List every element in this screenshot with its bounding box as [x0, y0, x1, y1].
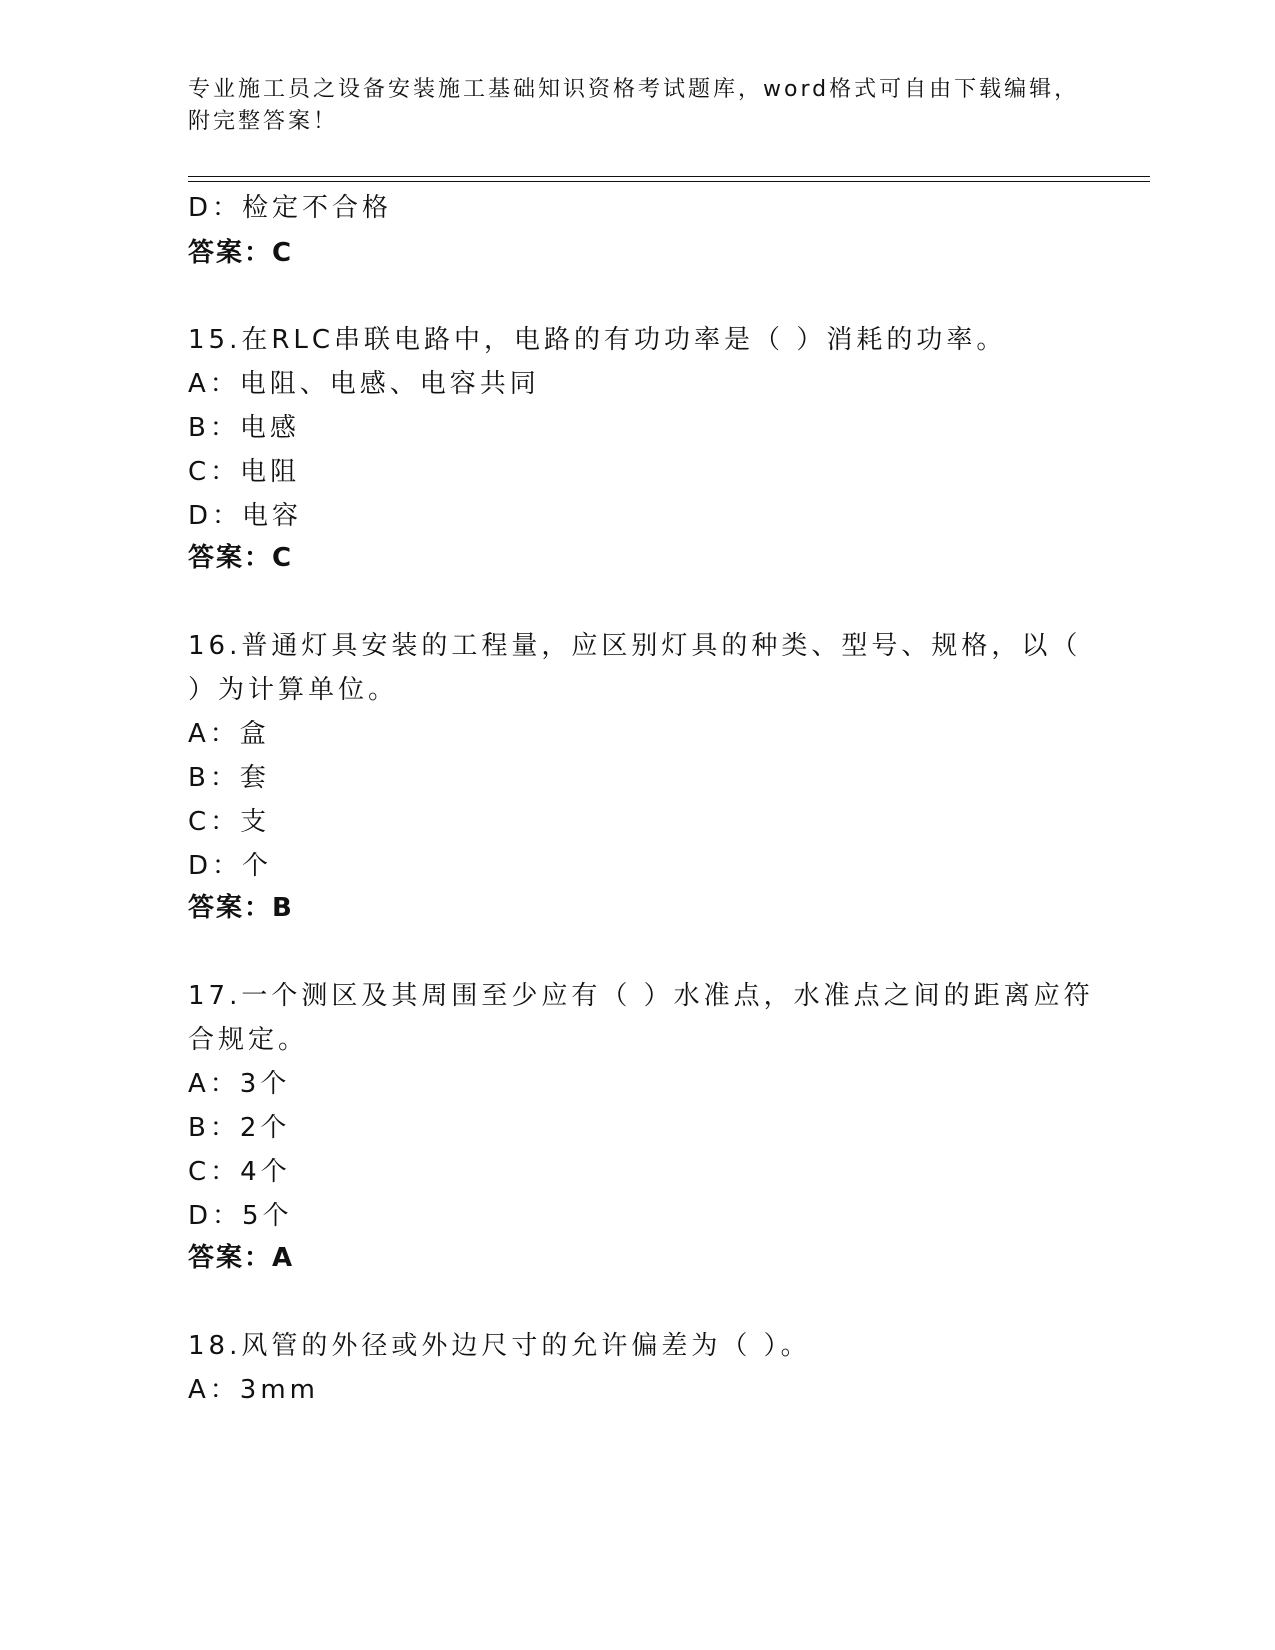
question-15-option-a: A：电阻、电感、电容共同 [188, 369, 540, 399]
question-17-option-d: D：5个 [188, 1201, 293, 1231]
question-17-option-b: B：2个 [188, 1113, 291, 1143]
question-18-stem: 18.风管的外径或外边尺寸的允许偏差为（ ）。 [188, 1331, 811, 1361]
question-17-stem-line-1: 17.一个测区及其周围至少应有（ ）水准点，水准点之间的距离应符 [188, 981, 1094, 1011]
question-15-option-b: B：电感 [188, 413, 300, 443]
header-divider-bottom [188, 181, 1150, 182]
question-17-stem-line-2: 合规定。 [188, 1025, 309, 1055]
question-15-option-c: C：电阻 [188, 457, 301, 487]
question-16-option-c: C：支 [188, 807, 271, 837]
header-divider-top [188, 176, 1150, 177]
question-15-answer: 答案：C [188, 543, 294, 573]
document-header-line-1: 专业施工员之设备安装施工基础知识资格考试题库，word格式可自由下载编辑， [188, 77, 1080, 102]
question-15-stem: 15.在RLC串联电路中，电路的有功功率是（ ）消耗的功率。 [188, 325, 1007, 355]
question-17-option-a: A：3个 [188, 1069, 291, 1099]
question-16-option-a: A：盒 [188, 719, 270, 749]
question-15-option-d: D：电容 [188, 501, 303, 531]
question-16-option-b: B：套 [188, 763, 270, 793]
question-18-option-a: A：3mm [188, 1375, 319, 1405]
question-17-answer: 答案：A [188, 1243, 295, 1273]
question-16-option-d: D：个 [188, 851, 273, 881]
document-header-line-2: 附完整答案！ [188, 109, 339, 134]
question-16-stem-line-1: 16.普通灯具安装的工程量，应区别灯具的种类、型号、规格，以（ [188, 631, 1082, 661]
previous-question-option-d: D：检定不合格 [188, 193, 393, 223]
previous-question-answer: 答案：C [188, 238, 294, 268]
question-17-option-c: C：4个 [188, 1157, 291, 1187]
question-16-answer: 答案：B [188, 893, 294, 923]
question-16-stem-line-2: ）为计算单位。 [188, 675, 399, 705]
